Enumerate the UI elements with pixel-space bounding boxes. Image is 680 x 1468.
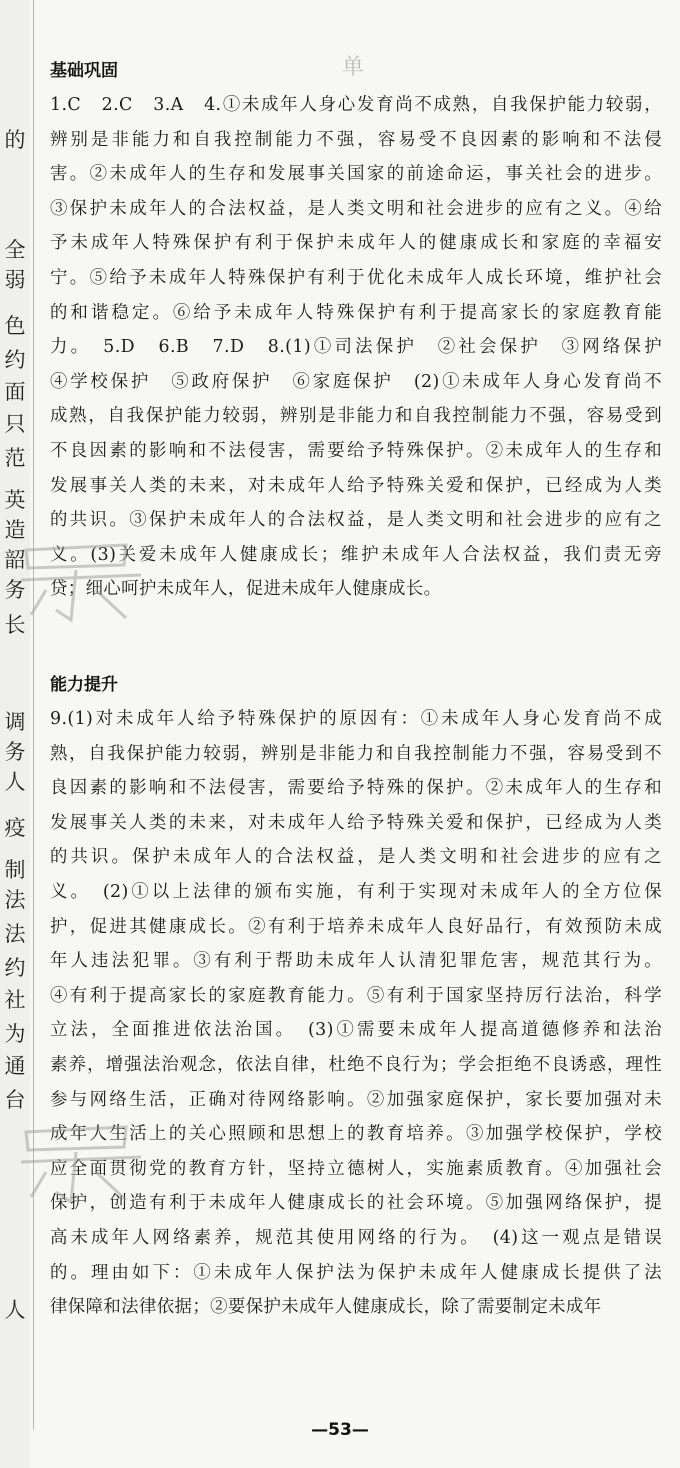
margin-char: 约 (4, 956, 26, 980)
text-line: 不良因素的影响和不法侵害，需要给予特殊保护。②未成年人的生存和 (50, 440, 662, 461)
section-basic-text (50, 88, 662, 607)
margin-char: 社 (4, 988, 26, 1012)
text-line: 的和谐稳定。⑥给予未成年人特殊保护有利于提高家长的家庭教育能 (50, 302, 662, 323)
text-line: 的。理由如下：①未成年人保护法为保护未成年人健康成长提供了法 (50, 1262, 662, 1283)
text-line: ④有利于提高家长的家庭教育能力。⑤有利于国家坚持厉行法治，科学 (50, 985, 662, 1006)
section-advanced-text (50, 702, 662, 1325)
margin-char: 制 (4, 858, 26, 882)
margin-char: 弱 (4, 268, 26, 292)
margin-char: 面 (4, 380, 26, 404)
text-line: 良因素的影响和不法侵害，需要给予特殊的保护。②未成年人的生存和 (50, 778, 662, 799)
margin-char: 只 (4, 412, 26, 436)
margin-char: 务 (4, 578, 26, 602)
text-line: 害。②未成年人的生存和发展事关国家的前途命运，事关社会的进步。 (50, 164, 662, 185)
margin-char: 英 (4, 488, 26, 512)
text-line: 予未成年人特殊保护有利于保护未成年人的健康成长和家庭的幸福安 (50, 233, 662, 254)
section-title-basic: 基础巩固 (50, 61, 118, 81)
margin-char: 全 (4, 238, 26, 262)
text-line: 力。 5.D 6.B 7.D 8.(1)①司法保护 ②社会保护 ③网络保护 (50, 337, 662, 358)
margin-char: 约 (4, 348, 26, 372)
text-line: 发展事关人类的未来，对未成年人给予特殊关爱和保护，已经成为人类 (50, 475, 662, 496)
text-line: 1.C 2.C 3.A 4.①未成年人身心发育尚不成熟，自我保护能力较弱， (50, 95, 662, 115)
text-line: 发展事关人类的未来，对未成年人给予特殊关爱和保护，已经成为人类 (50, 812, 662, 833)
text-line: 成熟，自我保护能力较弱，辨别是非能力和自我控制能力不强，容易受到 (50, 406, 662, 427)
margin-char: 韶 (4, 548, 26, 572)
text-line: 参与网络生活，正确对待网络影响。②加强家庭保护，家长要加强对未 (50, 1089, 662, 1110)
left-margin-strip (0, 0, 30, 1468)
margin-char: 务 (4, 740, 26, 764)
margin-char: 长 (4, 613, 26, 637)
margin-char: 为 (4, 1022, 26, 1046)
text-line: 素养，增强法治观念，依法自律，杜绝不良行为；学会拒绝不良诱惑，理性 (50, 1054, 662, 1075)
margin-char: 造 (4, 518, 26, 542)
text-line: 贷；细心呵护未成年人，促进未成年人健康成长。 (50, 579, 442, 600)
text-line: 义。(3)关爱未成年人健康成长；维护未成年人合法权益，我们责无旁 (50, 544, 662, 565)
margin-char: 通 (4, 1054, 26, 1078)
text-line: 高未成年人网络素养，规范其使用网络的行为。 (4)这一观点是错误 (50, 1227, 662, 1248)
text-line: ③保护未成年人的合法权益，是人类文明和社会进步的应有之义。④给 (50, 198, 662, 219)
margin-char: 范 (4, 446, 26, 470)
text-line: 应全面贯彻党的教育方针，坚持立德树人，实施素质教育。④加强社会 (50, 1158, 662, 1179)
text-line: 辨别是非能力和自我控制能力不强，容易受不良因素的影响和不法侵 (50, 129, 662, 150)
text-line: 保护，创造有利于未成年人健康成长的社会环境。⑤加强网络保护，提 (50, 1193, 662, 1214)
page-number: —53— (311, 1420, 369, 1440)
margin-char: 人 (4, 1298, 26, 1322)
text-line: 律保障和法律依据；②要保护未成年人健康成长，除了需要制定未成年 (50, 1297, 602, 1318)
text-line: 熟，自我保护能力较弱，辨别是非能力和自我控制能力不强，容易受到不 (50, 743, 662, 764)
margin-char: 法 (4, 888, 26, 912)
text-line: 立法，全面推进依法治国。 (3)①需要未成年人提高道德修养和法治 (50, 1020, 662, 1041)
text-line: ④学校保护 ⑤政府保护 ⑥家庭保护 (2)①未成年人身心发育尚不 (50, 371, 662, 392)
margin-divider (33, 0, 34, 1430)
margin-char: 疫 (4, 816, 26, 840)
text-line: 成年人生活上的关心照顾和思想上的教育培养。③加强学校保护，学校 (50, 1124, 662, 1145)
margin-char: 法 (4, 922, 26, 946)
header-mark: 单 (342, 55, 365, 80)
text-line: 年人违法犯罪。③有利于帮助未成年人认清犯罪危害，规范其行为。 (50, 951, 662, 972)
text-line: 义。 (2)①以上法律的颁布实施，有利于实现对未成年人的全方位保 (50, 881, 662, 902)
text-line: 的共识。保护未成年人的合法权益，是人类文明和社会进步的应有之 (50, 847, 662, 868)
margin-char: 色 (4, 314, 26, 338)
text-line: 宁。⑤给予未成年人特殊保护有利于优化未成年人成长环境，维护社会 (50, 267, 662, 288)
text-line: 9.(1)对未成年人给予特殊保护的原因有：①未成年人身心发育尚不成 (50, 709, 662, 729)
text-line: 的共识。③保护未成年人的合法权益，是人类文明和社会进步的应有之 (50, 510, 662, 531)
section-title-advanced: 能力提升 (50, 675, 118, 695)
margin-char: 调 (4, 710, 26, 734)
margin-char: 的 (4, 128, 26, 152)
text-line: 护，促进其健康成长。②有利于培养未成年人良好品行，有效预防未成 (50, 916, 662, 937)
margin-char: 人 (4, 770, 26, 794)
margin-char: 台 (4, 1088, 26, 1112)
